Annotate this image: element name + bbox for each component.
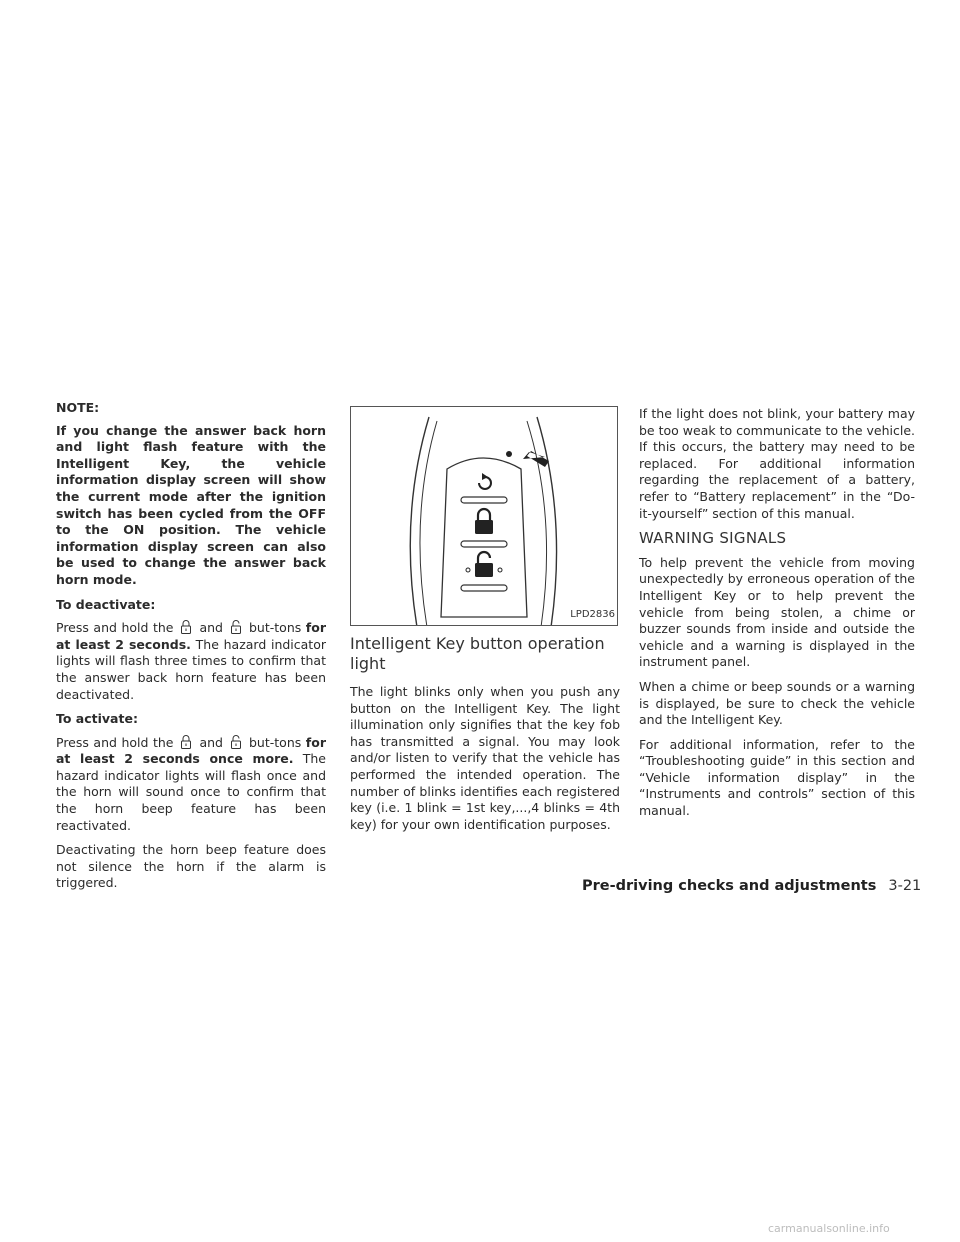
key-fob-drawing <box>351 407 618 626</box>
closing-paragraph: Deactivating the horn beep feature does not silence the horn if the alarm is triggered. <box>56 842 326 891</box>
section-title: Pre-driving checks and adjustments <box>582 878 877 894</box>
activate-paragraph <box>56 734 326 835</box>
column-left <box>56 400 326 900</box>
watermark: carmanualsonline.info <box>768 1222 890 1235</box>
column-middle <box>350 406 620 841</box>
deactivate-paragraph <box>56 619 326 703</box>
text-segment: Press and hold the <box>56 734 174 750</box>
key-fob-illustration <box>350 406 618 626</box>
page-number: 3-21 <box>888 878 922 894</box>
note-label: NOTE: <box>56 400 100 415</box>
battery-paragraph: If the light does not blink, your battery may be too weak to communicate to the vehicle. If this occurs, the battery may need to be replaced. For additional information regarding the replacement of a battery, refer to “Battery replacement” in the “Do-it-yourself” section of this manual. <box>639 406 915 521</box>
unlock-icon <box>228 734 244 750</box>
warning-paragraph-2: When a chime or beep sounds or a warning is displayed, be sure to check the vehicle and the Intelligent Key. <box>639 678 915 728</box>
unlock-icon <box>228 619 244 635</box>
text-segment: Press and hold the <box>56 620 174 636</box>
section-heading: Intelligent Key button operation light <box>350 634 605 673</box>
lock-icon <box>178 734 194 750</box>
bold-segment: for at least 2 seconds once more. <box>56 734 326 767</box>
deactivate-heading: To deactivate: <box>56 596 156 612</box>
lock-icon <box>178 619 194 635</box>
bold-segment: for at least 2 seconds. <box>56 620 326 652</box>
text-segment: but-tons <box>249 734 302 750</box>
text-segment: The hazard indicator lights will flash once and the horn will sound once to confirm that the horn beep feature has been reactivated. <box>56 751 326 833</box>
column-right <box>639 406 915 828</box>
text-segment: The hazard indicator lights will flash three times to confirm that the answer back horn feature has been deactivated. <box>56 636 326 702</box>
button-light-paragraph: The light blinks only when you push any button on the Intelligent Key. The light illumination only signifies that the key fob has transmitted a signal. You may look and/or listen to verify that the vehicle has performed the intended operation. The number of blinks identifies each registered key (i.e. 1 blink = 1st key,...,4 blinks = 4th key) for your own identification purposes. <box>350 684 620 832</box>
text-segment: and <box>199 734 223 750</box>
warning-paragraph-1: To help prevent the vehicle from moving unexpectedly by erroneous operation of the Intelligent Key or to help prevent the vehicle from being stolen, a chime or buzzer sounds from inside and outside the vehicle and a warning is displayed in the instrument panel. <box>639 554 915 670</box>
figure-code: LPD2836 <box>570 609 615 621</box>
note-text: If you change the answer back horn and light flash feature with the Intelligent Key, the vehicle information display screen will show the current mode after the ignition switch has been cycled from the OFF to the ON position. The vehicle information display screen can also be used to change the answer back horn mode. <box>56 422 326 587</box>
activate-heading: To activate: <box>56 711 138 727</box>
page-footer <box>582 878 921 894</box>
text-segment: and <box>199 620 223 636</box>
warning-signals-heading: WARNING SIGNALS <box>639 529 787 548</box>
text-segment: but-tons <box>249 620 302 636</box>
warning-paragraph-3: For additional information, refer to the “Troubleshooting guide” in this section and “Vehicle information display” in the “Instruments and controls” section of this manual. <box>639 736 915 819</box>
